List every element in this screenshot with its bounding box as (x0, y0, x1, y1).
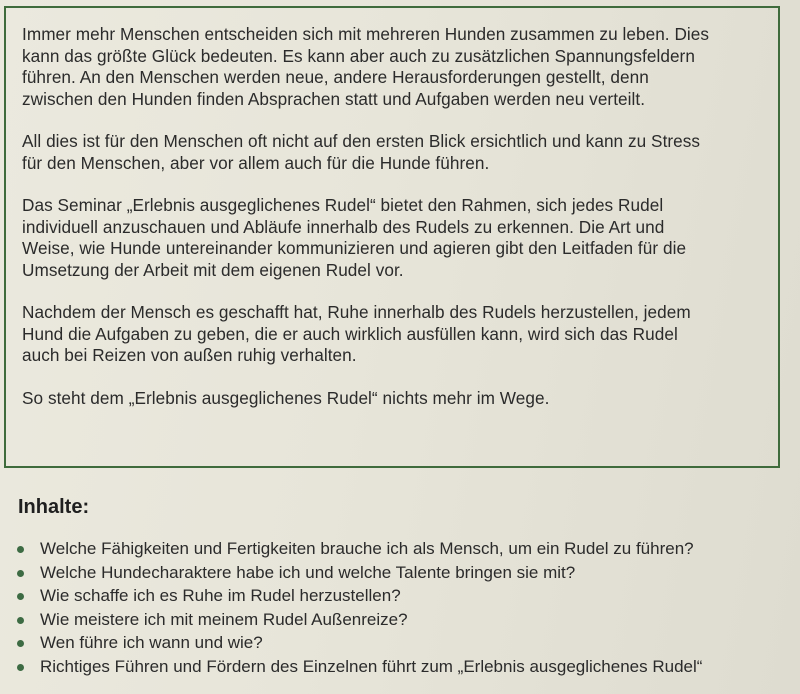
contents-list (14, 537, 702, 679)
bullet-dot-icon (17, 617, 24, 624)
list-item-text: Welche Fähigkeiten und Fertigkeiten brauche ich als Mensch, um ein Rudel zu führen? (40, 539, 694, 558)
list-item (14, 537, 702, 561)
intro-box (4, 6, 780, 468)
bullet-dot-icon (17, 546, 24, 553)
bullet-dot-icon (17, 640, 24, 647)
list-item (14, 631, 702, 655)
bullet-dot-icon (17, 570, 24, 577)
list-item-text: Wen führe ich wann und wie? (40, 633, 263, 653)
intro-paragraph-5: So steht dem „Erlebnis ausgeglichenes Rudel“ nichts mehr im Wege. (22, 387, 550, 408)
bullet-dot-icon (17, 593, 24, 600)
contents-heading: Inhalte: (18, 496, 90, 518)
list-item (14, 584, 702, 608)
list-item (14, 561, 702, 585)
intro-paragraph-4: Nachdem der Mensch es geschafft hat, Ruhe innerhalb des Rudels herzustellen, jedem Hund die Aufgaben zu geben, die er auch wirklich ausfüllen kann, wird sich das Rudel auch bei Reizen von außen ruhig verhalten. (22, 302, 691, 365)
intro-paragraph-1: Immer mehr Menschen entscheiden sich mit mehreren Hunden zusammen zu leben. Dies kann das größte Glück bedeuten. Es kann aber auch zu zusätzlichen Spannungsfeldern führen. An den Menschen werden neue, andere Herausforderungen gestellt, denn zwischen den Hunden finden Absprachen statt und Aufgaben werden neu verteilt. (22, 24, 710, 109)
intro-paragraph-2: All dies ist für den Menschen oft nicht auf den ersten Blick ersichtlich und kann zu Stress für den Menschen, aber vor allem auch für die Hunde führen. (22, 131, 701, 173)
bullet-dot-icon (17, 664, 24, 671)
list-item-text: Wie schaffe ich es Ruhe im Rudel herzustellen? (40, 586, 401, 606)
list-item-text: Richtiges Führen und Fördern des Einzelnen führt zum „Erlebnis ausgeglichenes Rudel“ (40, 656, 703, 676)
list-item (14, 655, 702, 679)
list-item (14, 608, 702, 632)
list-item-text: Wie meistere ich mit meinem Rudel Außenreize? (40, 609, 408, 629)
list-item-text: Welche Hundecharaktere habe ich und welche Talente bringen sie mit? (40, 562, 576, 582)
intro-paragraph-3: Das Seminar „Erlebnis ausgeglichenes Rudel“ bietet den Rahmen, sich jedes Rudel individuell anzuschauen und Abläufe innerhalb des Rudels zu erkennen. Die Art und Weise, wie Hunde untereinander kommunizieren und agieren gibt den Leitfaden für die Umsetzung der Arbeit mit dem eigenen Rudel vor. (22, 195, 687, 280)
